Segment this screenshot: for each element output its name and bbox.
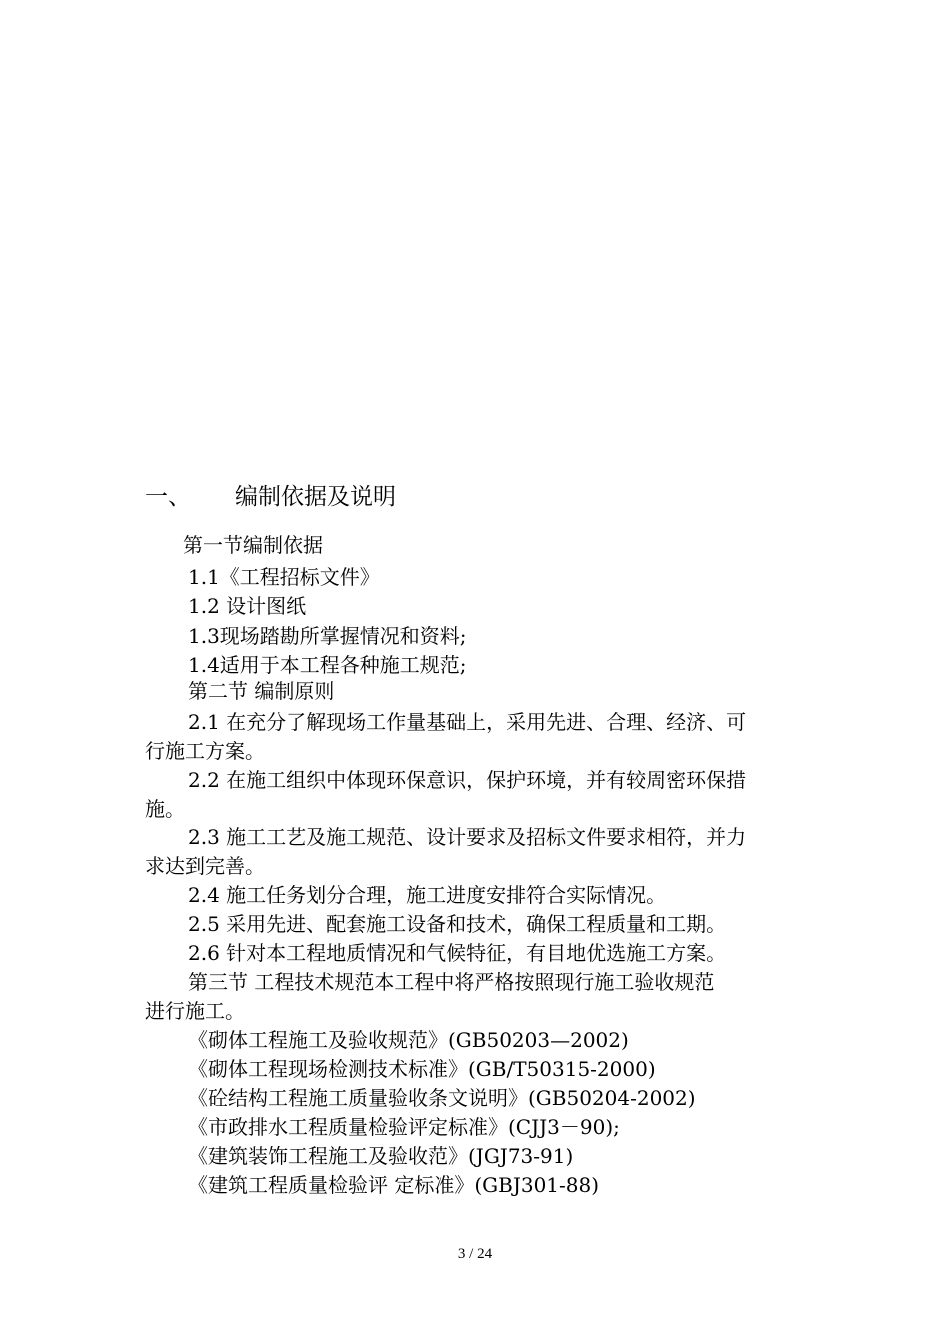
section-heading — [145, 478, 396, 516]
principle-2-2-cont: 施。 — [145, 797, 185, 821]
standard-item-6: 《建筑工程质量检验评 定标准》(GBJ301-88) — [188, 1173, 600, 1197]
principle-2-4: 2.4 施工任务划分合理，施工进度安排符合实际情况。 — [188, 883, 667, 907]
basis-item-4: 1.4适用于本工程各种施工规范; — [188, 653, 467, 677]
section-title: 编制依据及说明 — [235, 484, 396, 510]
basis-item-3: 1.3现场踏勘所掌握情况和资料; — [188, 624, 467, 648]
principle-2-3-cont: 求达到完善。 — [145, 854, 265, 878]
page-number: 3 / 24 — [457, 1246, 493, 1262]
subsection-title-2: 第二节 编制原则 — [188, 679, 335, 703]
subsection-title-3-cont: 进行施工。 — [145, 999, 245, 1023]
standard-item-4: 《市政排水工程质量检验评定标准》(CJJ3－90); — [188, 1115, 620, 1139]
principle-2-1-cont: 行施工方案。 — [145, 739, 265, 763]
principle-2-6: 2.6 针对本工程地质情况和气候特征，有目地优选施工方案。 — [188, 941, 727, 965]
standard-item-2: 《砌体工程现场检测技术标准》(GB/T50315-2000) — [188, 1057, 656, 1081]
standard-item-1: 《砌体工程施工及验收规范》(GB50203—2002) — [188, 1028, 629, 1052]
basis-item-2: 1.2 设计图纸 — [188, 594, 307, 618]
section-number: 一、 — [145, 484, 191, 510]
subsection-title-1: 第一节编制依据 — [183, 533, 323, 557]
principle-2-2: 2.2 在施工组织中体现环保意识，保护环境，并有较周密环保措 — [188, 768, 747, 792]
principle-2-5: 2.5 采用先进、配套施工设备和技术，确保工程质量和工期。 — [188, 912, 727, 936]
standard-item-3: 《砼结构工程施工质量验收条文说明》(GB50204-2002) — [188, 1086, 696, 1110]
basis-item-1: 1.1《工程招标文件》 — [188, 565, 380, 589]
principle-2-1: 2.1 在充分了解现场工作量基础上，采用先进、合理、经济、可 — [188, 710, 747, 734]
subsection-title-3: 第三节 工程技术规范本工程中将严格按照现行施工验收规范 — [188, 970, 715, 994]
standard-item-5: 《建筑装饰工程施工及验收范》(JGJ73-91) — [188, 1144, 574, 1168]
principle-2-3: 2.3 施工工艺及施工规范、设计要求及招标文件要求相符，并力 — [188, 825, 747, 849]
